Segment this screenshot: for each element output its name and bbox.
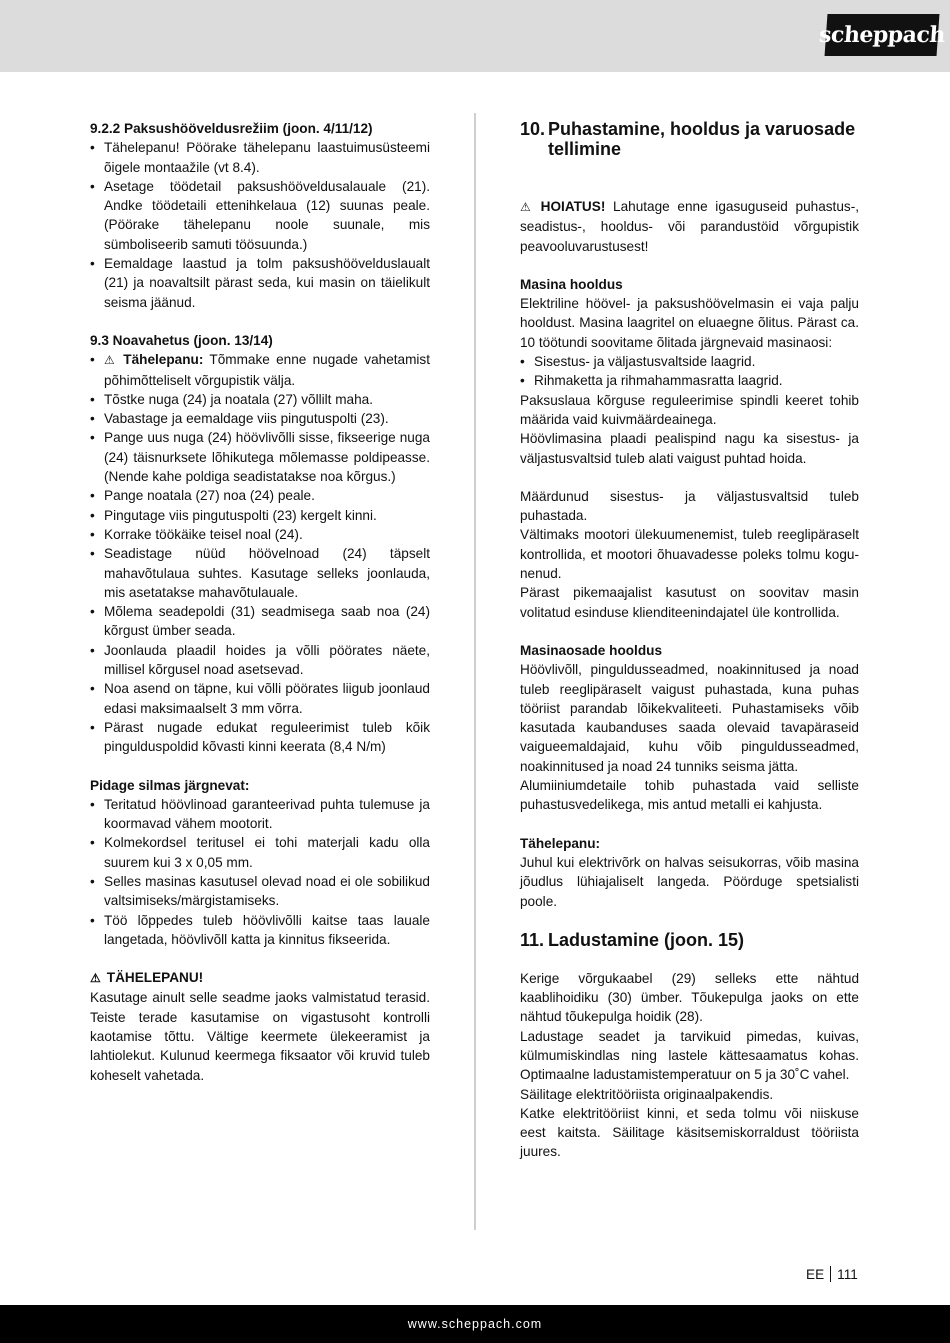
note-list — [90, 795, 430, 949]
paragraph: Ladustage seadet ja tarvikuid pimedas, kuivas, külmumiskindlas ning lastele kättesaamatus kohas. Optimaalne ladustamistemperatuur on 5 ja 30˚C vahel. — [520, 1028, 859, 1083]
caution-heading — [90, 968, 430, 988]
list-item: • Pärast nugade edukat reguleerimist tuleb kõik pingulduspoldid kõvasti kinni keerata (8,4 N/m) — [90, 718, 430, 757]
paragraph: Säilitage elektritööriista originaalpakendis. — [520, 1086, 774, 1102]
warning-label: Tähelepanu: — [123, 352, 204, 368]
separator — [830, 1266, 831, 1282]
warning-text: Lahutage enne igasuguseid puhastus-, seadistus-, hooldus- või parandustöid võrgupistik peavooluvarustusest! — [520, 199, 859, 254]
paragraph: Juhul kui elektrivõrk on halvas seisukorras, võib masina jõudlus lühiajaliselt langeda. Pöörduge spetsialisti poole. — [520, 854, 859, 909]
paragraph: Katke elektritööriist kinni, et seda tolmu või niiskuse eest kaitsta. Säilitage käsitsemiskorraldust tööriista juures. — [520, 1105, 859, 1160]
tahelepanu-title: Tähelepanu: — [520, 835, 601, 851]
section-9-3-title: 9.3 Noavahetus (joon. 13/14) — [90, 332, 273, 348]
left-column — [90, 119, 430, 1085]
warning-text: Tõmmake enne nugade vahetamist põhimõtteliselt võrgupistik välja. — [104, 352, 431, 388]
list-item: • Teritatud höövlinoad garanteerivad puhta tulemuse ja koormavad vähem mootorit. — [90, 795, 430, 834]
paragraph: Alumiiniumdetaile tohib puhastada vaid selliste puhastusvedelikega, mis antud metalli ei kahjusta. — [520, 778, 859, 813]
page-number-value: 111 — [837, 1266, 858, 1282]
paragraph: Vältimaks mootori ülekuumenemist, tuleb reeglipäraselt kontrollida, et mootori õhuavadesse poleks tolmu kogu-nenud. — [520, 527, 859, 582]
list-item: • Rihmaketta ja rihmahammasratta laagrid. — [520, 371, 859, 390]
section-10-title: Puhastamine, hooldus ja varuosade tellimine — [548, 119, 856, 159]
list-item: • Sisestus- ja väljastusvaltside laagrid. — [520, 352, 859, 371]
section-10-heading — [520, 119, 859, 159]
warning-paragraph — [520, 197, 859, 256]
warning-label: HOIATUS! — [540, 199, 606, 214]
footer-bar — [0, 1305, 950, 1343]
warning-triangle-icon: ⚠ — [104, 353, 118, 368]
warning-triangle-icon: ⚠ — [90, 971, 101, 986]
list-item: • Kolmekordsel teritusel ei tohi materjali kadu olla suurem kui 3 x 0,05 mm. — [90, 833, 430, 872]
right-column — [520, 119, 859, 1162]
list-item: • Joonlauda plaadil hoides ja võlli pöörates näete, millisel kõrgusel noad asetsevad. — [90, 641, 430, 680]
list-item: • Tähelepanu! Pöörake tähelepanu laastuimusüsteemi õigele montaažile (vt 8.4). — [90, 138, 430, 177]
list-item: • Vabastage ja eemaldage viis pingutuspolti (23). — [90, 409, 430, 428]
website-url: www.scheppach.com — [407, 1317, 543, 1331]
paragraph: Määrdunud sisestus- ja väljastusvaltsid tuleb puhastada. — [520, 488, 859, 524]
list-item: • Pingutage viis pingutuspolti (23) kergelt kinni. — [90, 506, 430, 525]
paragraph: Paksuslaua kõrguse reguleerimise spindli keeret tohib määrida vaid kuivmäärdeainega. — [520, 392, 859, 427]
list-item: • Korrake töökäike teisel noal (24). — [90, 525, 430, 544]
paragraph: Höövlimasina plaadi pealispind nagu ka sisestus- ja väljastusvaltsid tuleb alati vaigust puhtad hoida. — [520, 431, 859, 466]
section-11-number: 11. — [520, 929, 545, 950]
list-item: • Selles masinas kasutusel olevad noad ei ole sobilikud valtsimiseks/märgistamiseks. — [90, 872, 430, 911]
masinaosade-hooldus-title: Masinaosade hooldus — [520, 642, 663, 658]
list-item: • Pange noatala (27) noa (24) peale. — [90, 486, 430, 505]
paragraph: Kerige võrgukaabel (29) selleks ette nähtud kaablihoidiku (30) ümber. Tõukepulga jaoks on ette nähtud tõukepulga hoidik (28). — [520, 970, 859, 1025]
masina-hooldus-title: Masina hooldus — [520, 276, 623, 292]
caution-text: Kasutage ainult selle seadme jaoks valmistatud terasid. Teiste terade kasutamise on vigastusoht kontrolli kaotamise tõttu. Vältige keermete ülekeeramist ja lahtiolekut. Kulunud keermega fiksaator või kruvid tuleb koheselt vahetada. — [90, 990, 430, 1083]
list-item: • Eemaldage laastud ja tolm paksushöövelduslaualt (21) ja noavaltsilt pärast seda, kui masin on täielikult seisma jäänud. — [90, 254, 430, 312]
caution-title: TÄHELEPANU! — [106, 970, 204, 986]
section-11-heading — [520, 930, 859, 950]
list-item: • Noa asend on täpne, kui võlli pöörates liigub joonlaud edasi maksimaalselt 3 mm võrra. — [90, 679, 430, 718]
section-9-2-2-list — [90, 138, 430, 312]
list-item: • Mõlema seadepoldi (31) seadmisega saab noa (24) kõrgust ümber seada. — [90, 602, 430, 641]
note-title: Pidage silmas järgnevat: — [90, 777, 250, 793]
column-divider — [474, 113, 476, 1230]
list-item-warning — [90, 350, 430, 390]
section-9-2-2-title: 9.2.2 Paksushööveldusrežiim (joon. 4/11/12) — [90, 121, 373, 136]
warning-triangle-icon: ⚠ — [520, 200, 535, 214]
page-number — [806, 1266, 858, 1282]
language-code: EE — [806, 1266, 825, 1282]
section-9-3-list — [90, 350, 430, 756]
masina-hooldus-list — [520, 352, 859, 391]
list-item: • Asetage töödetail paksushööveldusalauale (21). Andke töödetaili ettenihkelaua (12) suunas peale. (Pöörake tähelepanu noole suunale, mis sümboliseerib samuti töösuunda.) — [90, 177, 430, 254]
paragraph: Pärast pikemaajalist kasutust on soovitav masin volitatud esinduse klienditeenindajatel üle kontrollida. — [520, 585, 859, 620]
list-item: • Tõstke nuga (24) ja noatala (27) võllilt maha. — [90, 390, 430, 409]
list-item: • Töö lõppedes tuleb höövlivõlli kaitse taas lauale langetada, höövlivõll katta ja kinnitus fikseerida. — [90, 911, 430, 950]
list-item: • Pange uus nuga (24) höövlivõlli sisse, fikseerige nuga (24) täisnurksete lõhikutega mõlemasse poldipeasse. (Nende kahe poldiga seadistatakse noa kõrgus.) — [90, 428, 430, 486]
paragraph: Höövlivõll, pinguldusseadmed, noakinnitused ja noad tuleb reeglipäraselt vaigust puhastada, kuna puhas tööriist parandab lõikekvaliteeti. Puhastamiseks võib kasutada kaubanduses saada olevaid tavapäraseid vaigueemaldajaid, kuhu võib pinguldusseadmed, noakinnitused ja noad 24 tunniks seisma jätta. — [520, 662, 859, 774]
list-item: • Seadistage nüüd höövelnoad (24) täpselt mahavõtulaua suhtes. Kasutage selleks joonlauda, mis asetatakse mahavõtulauale. — [90, 544, 430, 602]
paragraph: Elektriline höövel- ja paksushöövelmasin ei vaja palju hooldust. Masina laagritel on eluaegne õlitus. Pärast ca. 10 töötundi soovitame õlitada järgnevaid masinaosi: — [520, 296, 859, 350]
section-10-number: 10. — [520, 119, 546, 139]
section-11-title: Ladustamine (joon. 15) — [548, 929, 745, 950]
brand-logo: scheppach — [825, 14, 940, 56]
header-bar — [0, 0, 950, 72]
